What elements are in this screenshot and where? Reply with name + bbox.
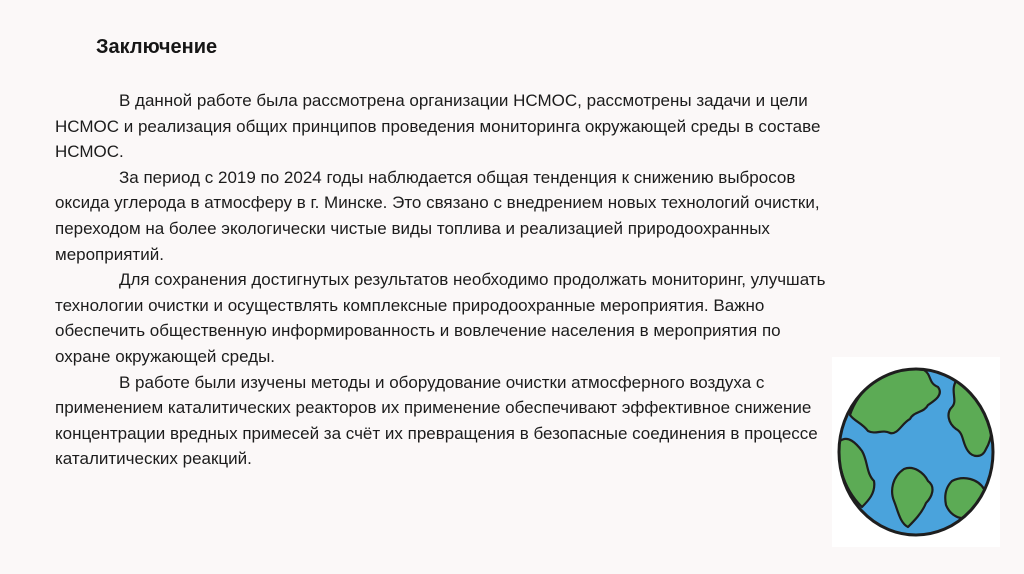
globe-icon bbox=[832, 361, 1000, 543]
conclusion-text bbox=[55, 88, 830, 472]
paragraph-3: Для сохранения достигнутых результатов необходимо продолжать мониторинг, улучшать технологии очистки и осуществлять комплексные природоохранные мероприятия. Важно обеспечить общественную информированность и вовлечение населения в мероприятия по охране окружающей среды. bbox=[55, 270, 826, 366]
paragraph-4: В работе были изучены методы и оборудование очистки атмосферного воздуха с применением каталитических реакторов их применение обеспечивают эффективное снижение концентрации вредных примесей за счёт их превращения в безопасные соединения в процессе каталитических реакций. bbox=[55, 372, 818, 469]
slide-title: Заключение bbox=[96, 36, 218, 58]
paragraph-1: В данной работе была рассмотрена организации НСМОС, рассмотрены задачи и цели НСМОС и реализация общих принципов проведения мониторинга окружающей среды в составе НСМОС. bbox=[55, 91, 821, 162]
globe-illustration bbox=[832, 357, 1000, 547]
paragraph-2: За период с 2019 по 2024 годы наблюдается общая тенденция к снижению выбросов оксида углерода в атмосферу в г. Минске. Это связано с внедрением новых технологий очистки, переходом на более экологически чистые виды топлива и реализацией природоохранных мероприятий. bbox=[55, 167, 820, 264]
